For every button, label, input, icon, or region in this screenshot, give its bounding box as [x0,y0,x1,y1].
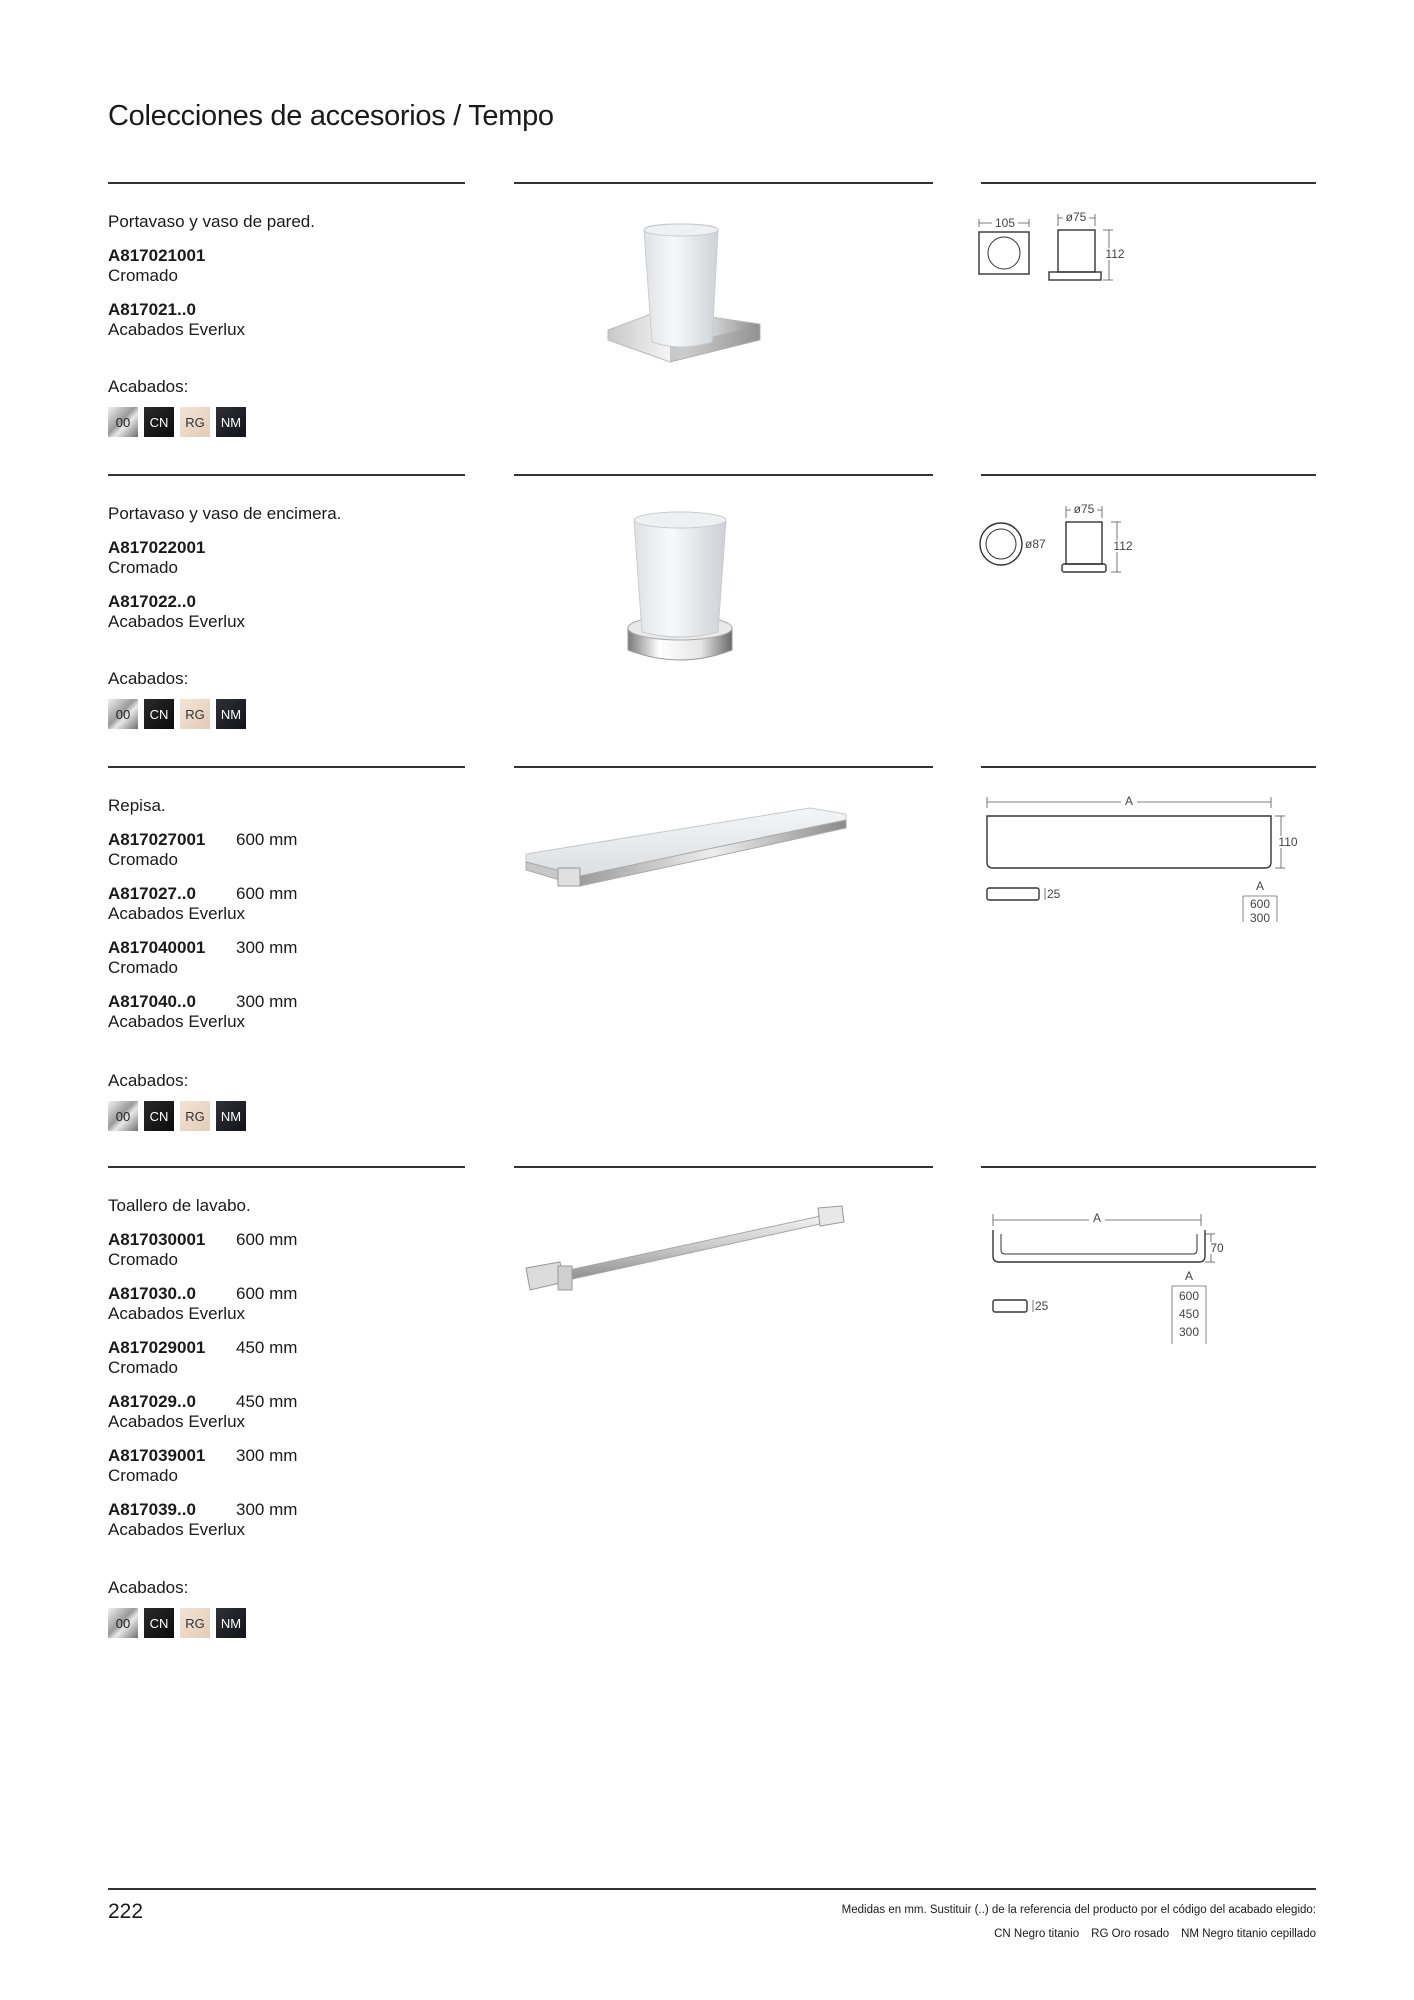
shelf-technical-drawing [975,794,1305,924]
product-description: Repisa. [108,796,166,815]
reference-item [108,884,297,924]
finish-name: Cromado [108,850,178,869]
reference-item [108,592,245,632]
size-label: 600 mm [236,830,298,849]
dim-depth: 110 [1278,835,1298,849]
size-label: 300 mm [236,1446,298,1465]
section-divider [514,766,933,768]
swatch-rose-gold: RG [180,407,210,437]
reference-code: A817039001 [108,1446,206,1465]
swatch-brushed-titanium-black: NM [216,407,246,437]
swatch-chrome: 00 [108,699,138,729]
reference-code: A817030..0 [108,1284,196,1303]
finish-swatches [108,1101,246,1131]
size-label: 300 mm [236,938,298,957]
section-divider [514,474,933,476]
finish-legend [994,1928,1316,1940]
size-label: 300 mm [236,1500,298,1519]
size-label: 300 mm [236,992,298,1011]
reference-item [108,1446,297,1486]
section-divider [981,1166,1316,1168]
section-divider [514,182,933,184]
finish-name: Acabados Everlux [108,1304,246,1323]
swatch-rose-gold: RG [180,1608,210,1638]
legend-item-cn: CN Negro titanio [994,1928,1080,1940]
section-divider [108,474,465,476]
dim-width: 105 [994,216,1016,230]
finish-name: Acabados Everlux [108,612,246,631]
dim-height: 112 [1113,539,1133,553]
swatch-chrome: 00 [108,1608,138,1638]
product-description: Toallero de lavabo. [108,1196,251,1215]
finish-swatches [108,407,246,437]
reference-item [108,1500,297,1540]
dim-option-600: 600 [1249,897,1271,911]
section-divider [108,766,465,768]
reference-code: A817029..0 [108,1392,196,1411]
dim-thickness: 25 [1035,1299,1049,1313]
finishes-label: Acabados: [108,1071,189,1090]
finish-name: Cromado [108,1466,178,1485]
reference-item [108,830,297,870]
product-description: Portavaso y vaso de encimera. [108,504,342,523]
dim-depth: 70 [1210,1241,1224,1255]
dim-label-a: A [1184,1269,1194,1283]
reference-code: A817022001 [108,538,206,557]
dim-option-600: 600 [1178,1289,1200,1303]
dim-option-300: 300 [1249,911,1271,924]
section-divider [981,182,1316,184]
size-label: 450 mm [236,1338,298,1357]
finish-swatches [108,699,246,729]
countertop-tumbler-technical-drawing [975,504,1155,584]
finish-name: Acabados Everlux [108,904,246,923]
dim-option-300: 300 [1178,1325,1200,1339]
reference-code: A817021001 [108,246,206,265]
swatch-brushed-titanium-black: NM [216,699,246,729]
reference-code: A817039..0 [108,1500,196,1519]
dim-base-diameter: ø87 [1025,537,1046,551]
size-label: 600 mm [236,1230,298,1249]
reference-code: A817027001 [108,830,206,849]
dim-length-a: A [1092,1211,1102,1225]
finishes-label: Acabados: [108,1578,189,1597]
finish-name: Cromado [108,1250,178,1269]
reference-code: A817030001 [108,1230,206,1249]
countertop-tumbler-image [620,510,740,682]
size-label: 600 mm [236,884,298,903]
dim-height: 112 [1105,247,1125,261]
footer-divider [108,1888,1316,1890]
section-divider [981,474,1316,476]
reference-code: A817040001 [108,938,206,957]
legend-item-nm: NM Negro titanio cepillado [1181,1928,1316,1940]
reference-code: A817040..0 [108,992,196,1011]
reference-item [108,538,236,578]
finish-name: Acabados Everlux [108,1412,246,1431]
swatch-rose-gold: RG [180,1101,210,1131]
swatch-titanium-black: CN [144,1608,174,1638]
shelf-image [520,806,850,896]
reference-item [108,1392,297,1432]
reference-item [108,1338,297,1378]
page-number: 222 [108,1900,144,1923]
size-label: 450 mm [236,1392,298,1411]
swatch-rose-gold: RG [180,699,210,729]
swatch-brushed-titanium-black: NM [216,1608,246,1638]
dim-length-a: A [1124,794,1134,808]
finish-name: Cromado [108,958,178,977]
dim-thickness: 25 [1047,887,1061,901]
legend-item-rg: RG Oro rosado [1091,1928,1170,1940]
finish-name: Cromado [108,558,178,577]
section-divider [981,766,1316,768]
swatch-titanium-black: CN [144,1101,174,1131]
finish-name: Acabados Everlux [108,1520,246,1539]
wall-tumbler-technical-drawing [975,212,1155,292]
finishes-label: Acabados: [108,669,189,688]
finishes-label: Acabados: [108,377,189,396]
reference-code: A817022..0 [108,592,196,611]
footer-note: Medidas en mm. Sustituir (..) de la referencia del producto por el código del acabado elegido: [841,1904,1316,1916]
section-divider [108,1166,465,1168]
finish-name: Acabados Everlux [108,1012,246,1031]
reference-item [108,938,297,978]
size-label: 600 mm [236,1284,298,1303]
dim-label-a: A [1255,879,1265,893]
reference-code: A817021..0 [108,300,196,319]
dim-option-450: 450 [1178,1307,1200,1321]
dim-diameter: ø75 [1065,212,1087,224]
reference-item [108,1284,297,1324]
dim-diameter: ø75 [1073,504,1095,516]
towel-rail-image [520,1202,850,1302]
swatch-brushed-titanium-black: NM [216,1101,246,1131]
finish-name: Acabados Everlux [108,320,246,339]
section-divider [514,1166,933,1168]
section-divider [108,182,465,184]
wall-tumbler-image [600,222,770,382]
finish-name: Cromado [108,1358,178,1377]
towel-rail-technical-drawing [975,1194,1305,1364]
swatch-titanium-black: CN [144,407,174,437]
reference-item [108,1230,297,1270]
product-description: Portavaso y vaso de pared. [108,212,315,231]
reference-code: A817029001 [108,1338,206,1357]
finish-swatches [108,1608,246,1638]
swatch-titanium-black: CN [144,699,174,729]
reference-item [108,300,245,340]
swatch-chrome: 00 [108,407,138,437]
reference-code: A817027..0 [108,884,196,903]
finish-name: Cromado [108,266,178,285]
page-title: Colecciones de accesorios / Tempo [108,100,554,132]
swatch-chrome: 00 [108,1101,138,1131]
reference-item [108,246,236,286]
reference-item [108,992,297,1032]
